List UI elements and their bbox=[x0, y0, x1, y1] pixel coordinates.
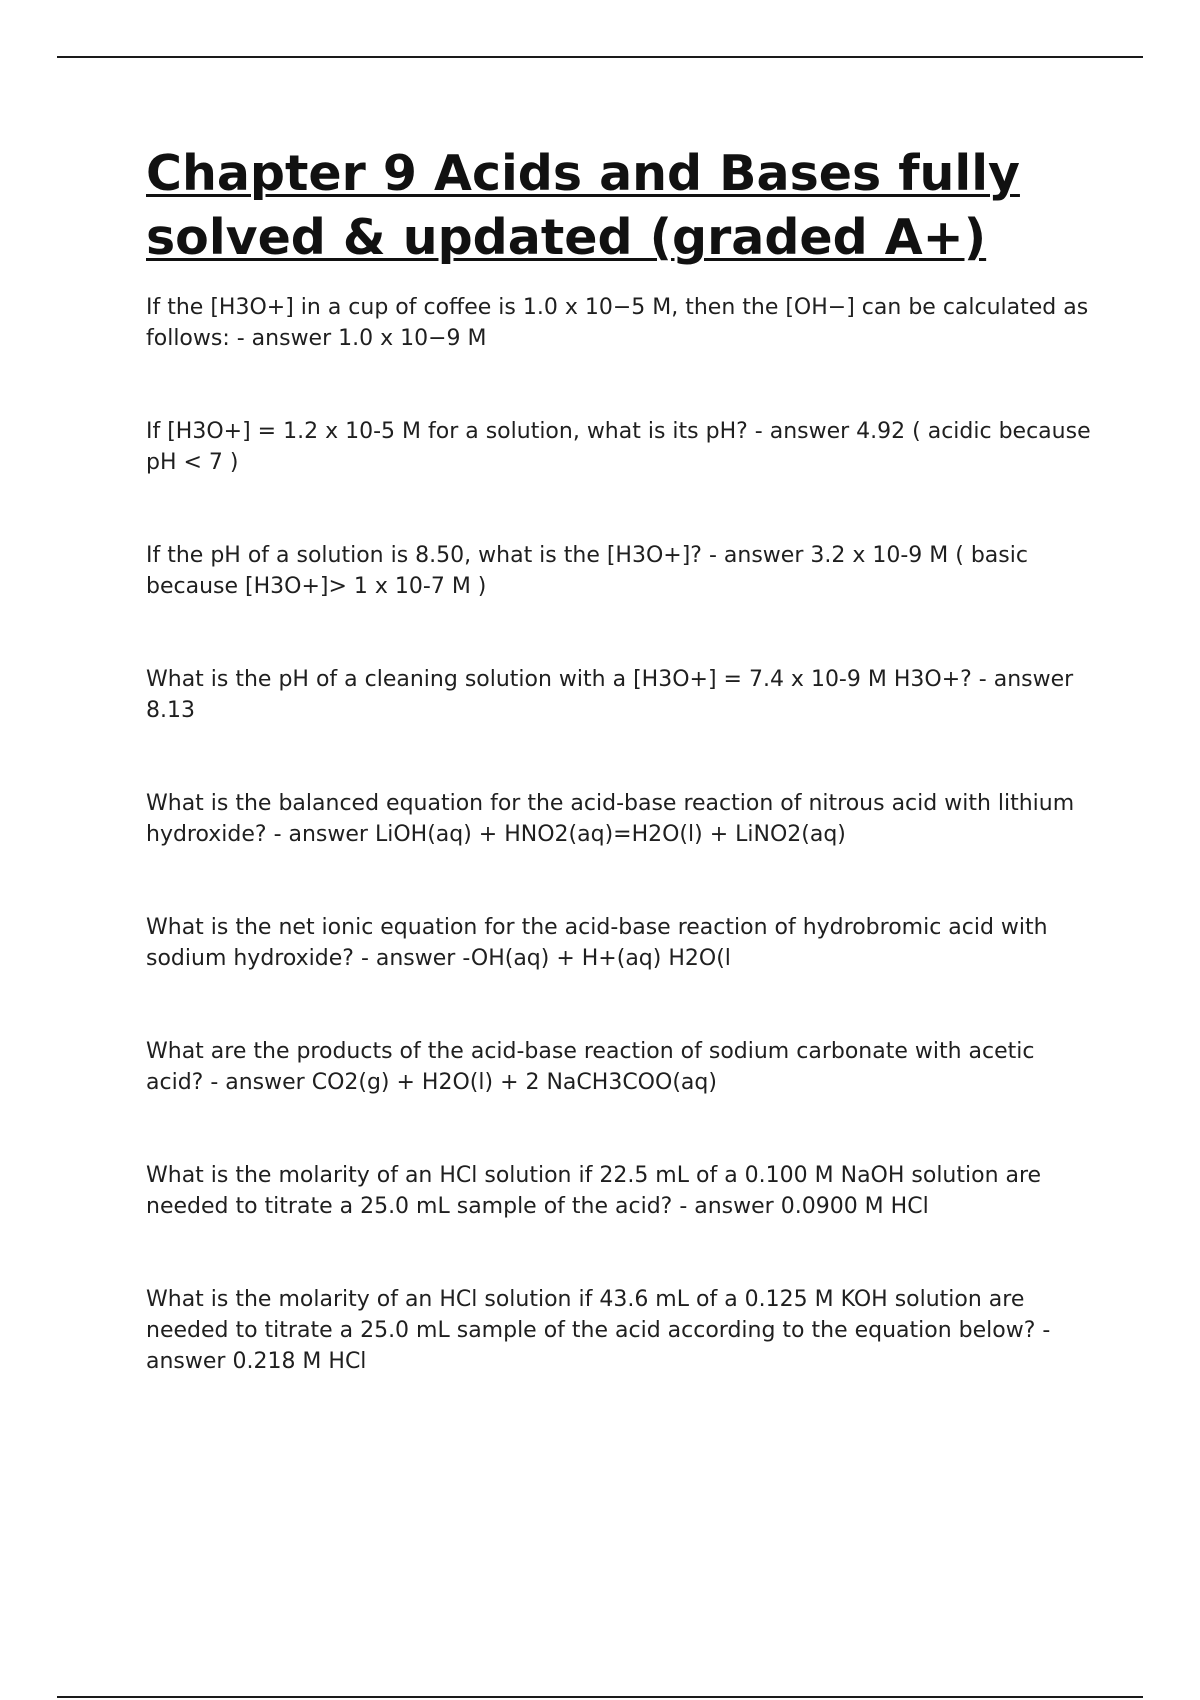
qa-list bbox=[146, 292, 1096, 1377]
qa-item: What is the net ionic equation for the acid-base reaction of hydrobromic acid with sodium hydroxide? - answer -OH(aq) + H+(aq) H2O(l bbox=[146, 915, 1048, 971]
document-title: Chapter 9 Acids and Bases fully solved & updated (graded A+) bbox=[146, 145, 1020, 266]
qa-item: If [H3O+] = 1.2 x 10-5 M for a solution, what is its pH? - answer 4.92 ( acidic because pH < 7 ) bbox=[146, 419, 1091, 475]
qa-item: What is the molarity of an HCl solution if 22.5 mL of a 0.100 M NaOH solution are needed to titrate a 25.0 mL sample of the acid? - answer 0.0900 M HCl bbox=[146, 1163, 1042, 1219]
qa-item: If the [H3O+] in a cup of coffee is 1.0 x 10−5 M, then the [OH−] can be calculated as follows: - answer 1.0 x 10−9 M bbox=[146, 295, 1089, 351]
qa-item: What is the pH of a cleaning solution with a [H3O+] = 7.4 x 10-9 M H3O+? - answer 8.13 bbox=[146, 667, 1074, 723]
qa-item: What is the balanced equation for the acid-base reaction of nitrous acid with lithium hydroxide? - answer LiOH(aq) + HNO2(aq)=H2O(l) + LiNO2(aq) bbox=[146, 791, 1075, 847]
bottom-rule bbox=[57, 1696, 1143, 1698]
qa-item: What is the molarity of an HCl solution if 43.6 mL of a 0.125 M KOH solution are needed to titrate a 25.0 mL sample of the acid according to the equation below? - answer 0.218 M HCl bbox=[146, 1287, 1051, 1374]
qa-item: If the pH of a solution is 8.50, what is the [H3O+]? - answer 3.2 x 10-9 M ( basic because [H3O+]> 1 x 10-7 M ) bbox=[146, 543, 1028, 599]
top-rule bbox=[57, 56, 1143, 58]
qa-item: What are the products of the acid-base reaction of sodium carbonate with acetic acid? - answer CO2(g) + H2O(l) + 2 NaCH3COO(aq) bbox=[146, 1039, 1035, 1095]
document-body bbox=[146, 142, 1096, 1439]
